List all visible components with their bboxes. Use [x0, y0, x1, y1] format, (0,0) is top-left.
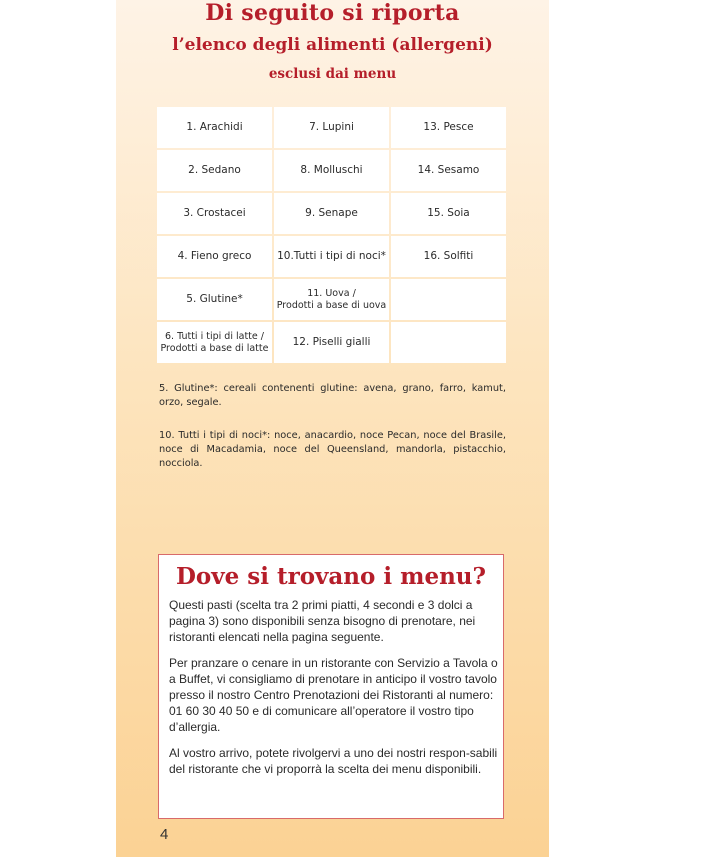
allergen-cell: 6. Tutti i tipi di latte / Prodotti a base di latte — [157, 322, 272, 363]
allergen-cell: 3. Crostacei — [157, 193, 272, 234]
allergen-cell: 2. Sedano — [157, 150, 272, 191]
allergen-cell: 14. Sesamo — [391, 150, 506, 191]
page-subtitle-small: esclusi dai menu — [268, 66, 397, 82]
allergen-cell: 5. Glutine* — [157, 279, 272, 320]
page-number: 4 — [160, 826, 169, 843]
allergen-cell-empty — [391, 322, 506, 363]
allergen-cell: 12. Piselli gialli — [274, 322, 389, 363]
allergen-cell: 7. Lupini — [274, 107, 389, 148]
menu-info-box — [158, 554, 504, 819]
menu-info-title: Dove si trovano i menu? — [175, 563, 487, 590]
page-subtitle: l’elenco degli alimenti (allergeni) — [172, 35, 493, 55]
menu-info-paragraph: Per pranzare o cenare in un ristorante con Servizio a Tavola o a Buffet, vi consigliamo di prenotare in anticipo il vostro tavolo presso il nostro Centro Prenotazioni dei Ristoranti al numero: 01 60 30 40 50 e di comunicare all’operatore il vostro tipo d’allergia. — [169, 656, 498, 735]
brochure-page — [116, 0, 549, 857]
allergen-cell: 10.Tutti i tipi di noci* — [274, 236, 389, 277]
gluten-note: 5. Glutine*: cereali contenenti glutine: avena, grano, farro, kamut, orzo, segale. — [159, 383, 506, 408]
nuts-note: 10. Tutti i tipi di noci*: noce, anacardio, noce Pecan, noce del Brasile, noce di Macadamia, noce del Queensland, mandorla, pistacchio, nocciola. — [159, 430, 506, 469]
menu-info-paragraph: Al vostro arrivo, potete rivolgervi a uno dei nostri respon-sabili del ristorante che vi proporrà la scelta dei menu disponibili. — [169, 746, 498, 777]
allergen-cell: 16. Solfiti — [391, 236, 506, 277]
page-title: Di seguito si riporta — [205, 0, 460, 26]
allergen-cell: 1. Arachidi — [157, 107, 272, 148]
allergen-cell: 9. Senape — [274, 193, 389, 234]
allergen-cell: 13. Pesce — [391, 107, 506, 148]
allergen-cell: 11. Uova / Prodotti a base di uova — [274, 279, 389, 320]
allergen-table — [157, 107, 506, 363]
allergen-cell-empty — [391, 279, 506, 320]
allergen-cell: 15. Soia — [391, 193, 506, 234]
allergen-cell: 8. Molluschi — [274, 150, 389, 191]
allergen-cell: 4. Fieno greco — [157, 236, 272, 277]
menu-info-paragraph: Questi pasti (scelta tra 2 primi piatti, 4 secondi e 3 dolci a pagina 3) sono disponibili senza bisogno di prenotare, nei ristoranti elencati nella pagina seguente. — [169, 598, 476, 645]
